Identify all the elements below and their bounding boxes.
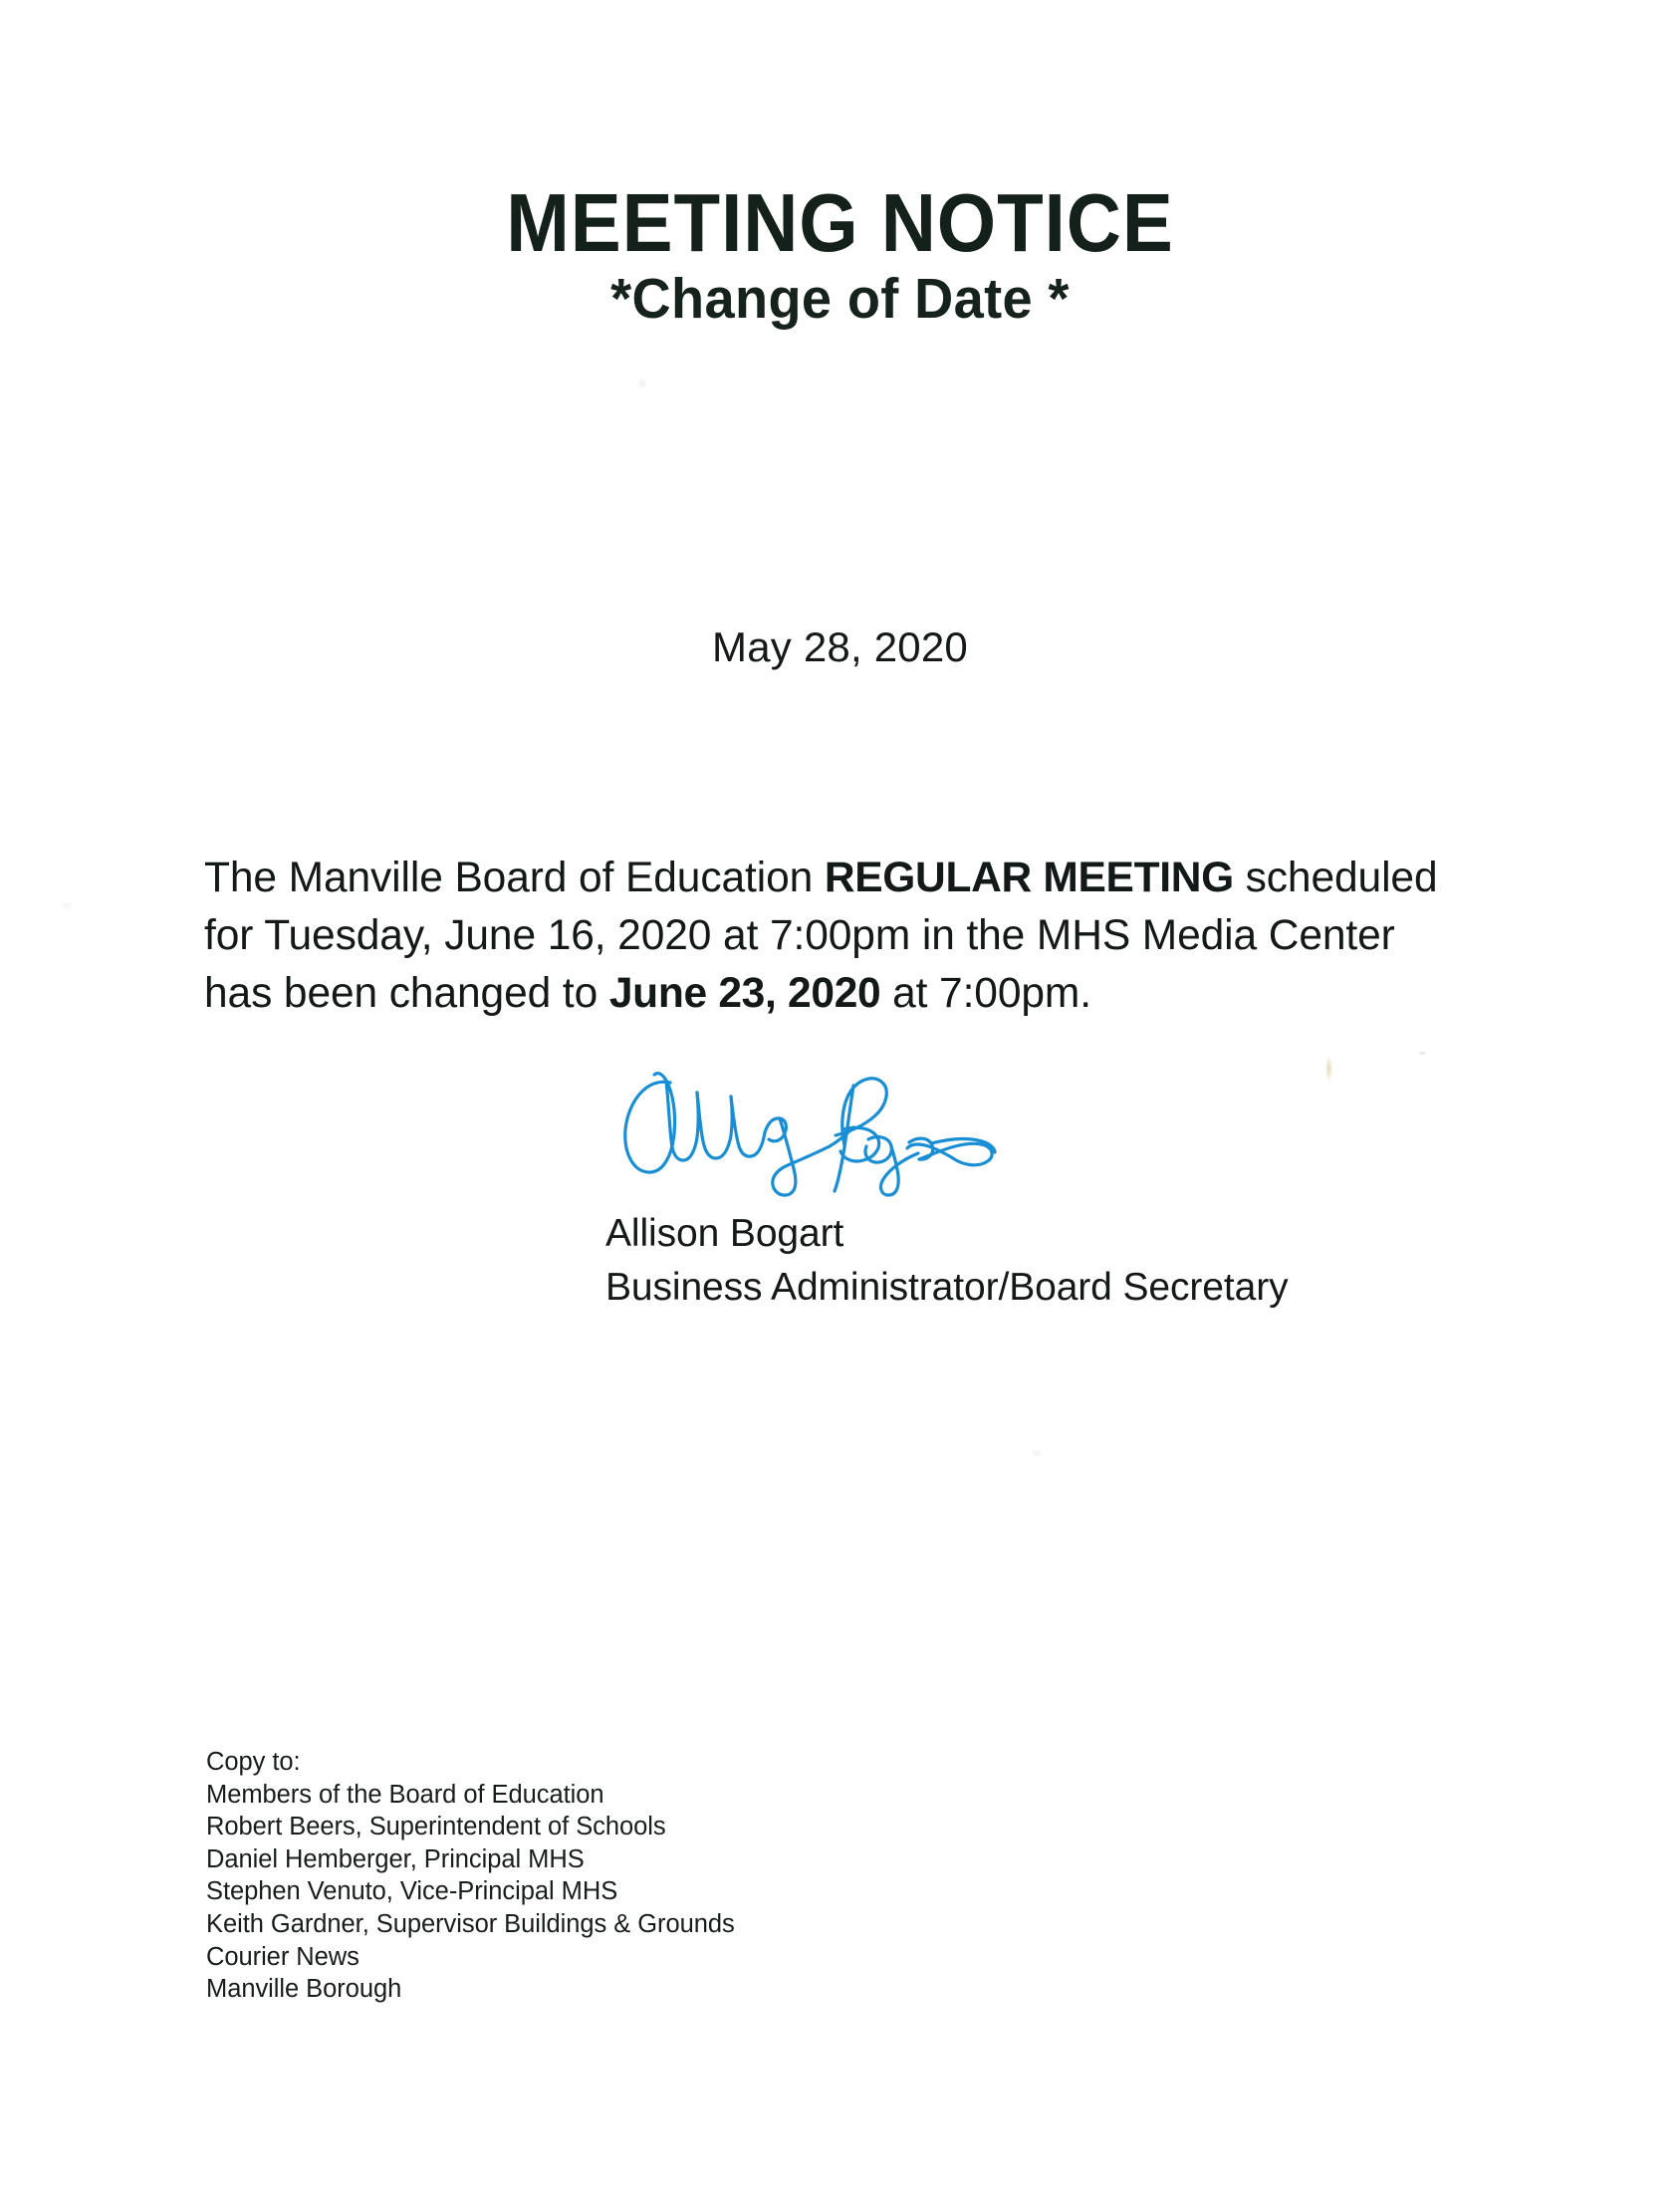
copy-to-block — [206, 1746, 735, 2006]
scan-speck — [60, 901, 74, 910]
scan-speck — [1418, 1051, 1427, 1056]
body-line-3-text-b: at 7:00pm. — [880, 970, 1091, 1017]
body-line-3-emphasis: June 23, 2020 — [608, 970, 881, 1017]
copy-to-recipient: Members of the Board of Education — [206, 1780, 604, 1809]
body-line-1-text-a: The Manville Board of Education — [204, 855, 825, 901]
document-title: MEETING NOTICE — [506, 176, 1174, 269]
scan-speck — [1325, 1056, 1332, 1082]
notice-body — [204, 850, 1499, 1023]
signature-printed-title: Business Administrator/Board Secretary — [605, 1266, 1289, 1309]
scan-speck — [1031, 1449, 1043, 1457]
copy-to-recipient: Daniel Hemberger, Principal MHS — [206, 1844, 585, 1873]
scan-speck — [637, 378, 647, 388]
copy-to-recipient: Stephen Venuto, Vice-Principal MHS — [206, 1877, 618, 1906]
copy-to-heading: Copy to: — [206, 1748, 301, 1776]
copy-to-recipient: Courier News — [206, 1942, 360, 1971]
body-line-1-text-b: scheduled — [1233, 855, 1438, 901]
document-subtitle: *Change of Date * — [610, 267, 1070, 331]
notice-date: May 28, 2020 — [712, 623, 968, 670]
copy-to-recipient: Manville Borough — [206, 1975, 402, 2004]
body-line-1 — [204, 850, 1499, 907]
body-line-3-text-a: has been changed to — [204, 970, 609, 1017]
signature-printed-name: Allison Bogart — [605, 1212, 844, 1255]
copy-to-recipient: Robert Beers, Superintendent of Schools — [206, 1813, 666, 1841]
body-line-1-emphasis: REGULAR MEETING — [824, 855, 1234, 901]
handwritten-signature — [593, 1048, 1011, 1197]
body-line-3 — [204, 965, 1499, 1023]
copy-to-recipient: Keith Gardner, Supervisor Buildings & Grounds — [206, 1909, 735, 1938]
body-line-2: for Tuesday, June 16, 2020 at 7:00pm in the MHS Media Center — [204, 912, 1395, 959]
